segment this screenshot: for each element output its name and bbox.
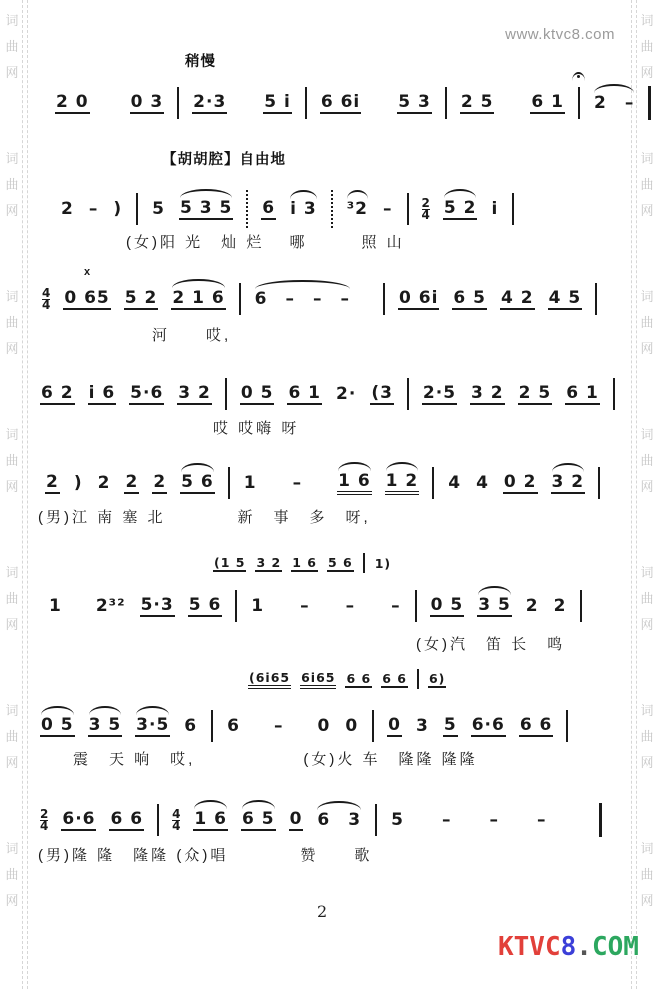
music-line-5 [45, 467, 600, 499]
note-group: 5 [152, 199, 165, 219]
time-signature-denominator: 4 [172, 818, 181, 833]
watermark-char: 词 [5, 565, 19, 580]
watermark-char: 网 [5, 479, 19, 494]
watermark-char: 词 [640, 703, 654, 718]
note-group: 6 6 [110, 809, 144, 829]
note-group: 1 6 [194, 809, 227, 829]
barline [375, 804, 377, 836]
barline [383, 283, 385, 315]
watermark-char: 词 [640, 427, 654, 442]
watermark-char: 词 [640, 151, 654, 166]
note-group: 5 [391, 810, 404, 830]
note-group: – [345, 596, 356, 616]
barline [417, 669, 419, 689]
watermark-char: 曲 [640, 39, 654, 54]
watermark-char: 词 [5, 289, 19, 304]
note-group: 0 3 [130, 92, 164, 112]
watermark-char: 网 [5, 203, 19, 218]
barline [566, 710, 568, 742]
barline [305, 87, 307, 119]
watermark-char: 词 [5, 13, 19, 28]
note-group: 4 [448, 473, 462, 493]
note-group: 4 5 [548, 288, 582, 308]
note-group: 5·6 [130, 383, 164, 403]
barline [407, 193, 409, 225]
note-group: 6 6 [519, 715, 553, 735]
left-dashed-rule [22, 0, 28, 989]
watermark-char: 词 [640, 289, 654, 304]
barline [407, 378, 409, 410]
note-group: 4 2 [501, 288, 534, 308]
note-group: 2 1 6 [172, 288, 225, 308]
note-group: 6 5 [453, 288, 486, 308]
lyrics-line-3: 哎 哎嗨 呀 [213, 420, 300, 437]
right-watermark-column [638, 0, 656, 989]
barline [445, 87, 447, 119]
barline [598, 467, 600, 499]
note-group: 5 i [264, 92, 291, 112]
note-group: 5 6 [327, 554, 353, 570]
note-group: 6 5 [242, 809, 275, 829]
note-group: 5 3 [398, 92, 431, 112]
note-group: – [536, 810, 547, 830]
annotation-line-2 [248, 669, 446, 689]
barline [648, 86, 651, 120]
time-signature [421, 195, 430, 222]
music-line-3 [42, 283, 597, 315]
watermark-char: 曲 [5, 177, 19, 192]
note-group: – [441, 810, 452, 830]
page-number: 2 [317, 902, 328, 921]
note-group: 5 3 5 [179, 198, 233, 218]
note-group: (6i65 [248, 670, 291, 689]
note-group: 2 5 [460, 92, 494, 112]
note-group: ³2 [346, 199, 368, 219]
note-group: 3 5 [478, 595, 511, 615]
section-label: 【胡胡腔】自由地 [162, 152, 286, 168]
watermark-char: 曲 [640, 315, 654, 330]
note-group: 1 [243, 473, 257, 493]
note-group: 6·6 [62, 809, 96, 829]
music-line-4 [40, 378, 615, 410]
note-group: 2·3 [193, 92, 227, 112]
note-group: 6 2 [41, 383, 74, 403]
watermark-char: 词 [640, 565, 654, 580]
note-group: 2 [553, 596, 567, 616]
barline [613, 378, 615, 410]
barline [331, 190, 333, 228]
note-group: 5 6 [181, 472, 214, 492]
barline [228, 467, 230, 499]
barline [246, 190, 248, 228]
music-line-7 [40, 710, 568, 742]
time-signature [40, 806, 49, 833]
note-group: 2 [153, 472, 167, 492]
logo-part-com: COM [591, 932, 639, 962]
note-group: 6 3 [317, 810, 362, 830]
note-group: 2 [525, 596, 539, 616]
note-group: 5 2 [443, 198, 477, 218]
note-group: 2·5 [422, 383, 457, 403]
watermark-char: 曲 [5, 39, 19, 54]
note-group: 5·3 [140, 595, 174, 615]
note-group: – [292, 473, 303, 493]
watermark-char: 网 [5, 617, 19, 632]
note-group: i 6 [88, 383, 116, 403]
note-group: 6 [184, 716, 198, 736]
note-group: 6·6 [471, 715, 505, 735]
note-group: 2 [97, 473, 111, 493]
fermata-icon [572, 72, 585, 81]
note-group: 3 2 [551, 472, 585, 492]
watermark-char: 网 [5, 893, 19, 908]
note-group: ) [73, 473, 83, 493]
time-signature-numerator: 4 [42, 285, 51, 300]
watermark-char: 网 [640, 203, 654, 218]
annotation-line-1 [213, 553, 392, 573]
barline [512, 193, 514, 225]
logo-part-dot: . [576, 932, 592, 962]
lyrics-line-5: (女)汽 笛 长 鸣 [416, 636, 566, 653]
note-group: – [300, 596, 310, 616]
note-group: 2 [61, 199, 74, 219]
barline [599, 803, 602, 837]
note-group: 6 [227, 716, 240, 736]
watermark-char: 词 [5, 841, 19, 856]
note-group: 6 1 [531, 92, 564, 112]
watermark-char: 网 [640, 893, 654, 908]
watermark-char: 词 [640, 841, 654, 856]
left-watermark-column [3, 0, 21, 989]
lyrics-line-1: (女)阳 光 灿 烂 哪 照 山 [126, 234, 405, 251]
note-group: 6 1 [566, 383, 599, 403]
time-signature [172, 806, 181, 833]
note-group: i 3 [290, 199, 317, 219]
note-group: 0 [345, 716, 359, 736]
music-line-1 [55, 86, 651, 120]
note-group: 0 6i [399, 288, 439, 308]
lyrics-line-2: 河 哎, [152, 327, 232, 344]
watermark-char: 网 [5, 65, 19, 80]
watermark-char: 网 [640, 341, 654, 356]
note-group: 0 5 [430, 595, 464, 615]
barline [136, 193, 138, 225]
music-line-2 [60, 190, 514, 228]
watermark-char: 网 [640, 65, 654, 80]
note-group: 3·5 [136, 715, 170, 735]
note-group: 6 – – – [254, 289, 351, 309]
lyrics-line-7: (男)隆 隆 隆隆 (众)唱 赞 歌 [38, 847, 373, 864]
barline [157, 804, 159, 836]
watermark-char: 曲 [640, 177, 654, 192]
note-group: 6 6 [382, 670, 407, 686]
note-group: 3 2 [256, 554, 282, 570]
barline [211, 710, 213, 742]
note-group: 6 6i [320, 92, 361, 112]
barline [225, 378, 227, 410]
grace-marker: x [84, 266, 91, 278]
music-line-8 [40, 803, 602, 837]
note-group: 3 5 [88, 715, 122, 735]
note-group: 0 [317, 716, 331, 736]
note-group: 6 6 [346, 670, 372, 686]
note-group: 3 2 [178, 383, 211, 403]
barline [177, 87, 179, 119]
note-group: ) [113, 199, 123, 219]
right-dashed-rule [631, 0, 637, 989]
watermark-char: 曲 [640, 867, 654, 882]
time-signature-denominator: 4 [421, 207, 430, 222]
note-group: – [273, 716, 284, 736]
note-group: (3 [371, 383, 393, 403]
note-group: 5 [443, 715, 457, 735]
note-group: 1 2 [385, 471, 420, 495]
note-group: 0 65 [64, 288, 110, 308]
note-group: 4 [476, 473, 489, 493]
note-group: 2 – [594, 93, 635, 113]
note-group: – [489, 810, 499, 830]
watermark-char: 曲 [5, 315, 19, 330]
time-signature-denominator: 4 [42, 297, 51, 312]
note-group: 0 2 [503, 472, 537, 492]
watermark-char: 网 [5, 755, 19, 770]
barline [372, 710, 374, 742]
site-logo[interactable] [498, 932, 639, 962]
note-group: 3 [416, 716, 429, 736]
time-signature-denominator: 4 [40, 818, 49, 833]
note-group: 1 [49, 596, 62, 616]
note-group: i [491, 199, 499, 219]
note-group: 2 5 [518, 383, 552, 403]
barline [363, 553, 365, 573]
watermark-char: 网 [640, 755, 654, 770]
note-group: 0 5 [240, 383, 274, 403]
lyrics-line-6: 震 天 响 哎, (女)火 车 隆隆 隆隆 [73, 751, 478, 768]
note-group: 1 6 [337, 471, 372, 495]
note-group: 1 [251, 596, 265, 616]
note-group: 3 2 [471, 383, 504, 403]
lyrics-line-4: (男)江 南 塞 北 新 事 多 呀, [38, 509, 371, 526]
note-group: 2 [46, 472, 59, 492]
note-group: 0 [289, 809, 303, 829]
note-group: 6 [262, 198, 276, 218]
watermark-char: 词 [5, 151, 19, 166]
logo-part-8: 8 [560, 932, 577, 962]
note-group: – [88, 199, 99, 219]
note-group: 1) [374, 555, 392, 571]
watermark-char: 曲 [5, 453, 19, 468]
time-signature-numerator: 4 [172, 806, 181, 821]
logo-part-ktvc: KTVC [498, 932, 561, 962]
barline [580, 590, 582, 622]
note-group: 2· [336, 384, 357, 404]
watermark-char: 曲 [5, 591, 19, 606]
barline [595, 283, 597, 315]
watermark-char: 网 [640, 617, 654, 632]
watermark-char: 曲 [5, 729, 19, 744]
barline [415, 590, 417, 622]
watermark-char: 词 [5, 703, 19, 718]
site-url[interactable]: www.ktvc8.com [505, 26, 615, 43]
barline [578, 87, 580, 119]
note-group: – [391, 596, 401, 616]
watermark-char: 曲 [640, 591, 654, 606]
note-group: 2 0 [56, 92, 89, 112]
note-group: 1 6 [292, 554, 317, 570]
watermark-char: 曲 [640, 729, 654, 744]
watermark-char: 网 [640, 479, 654, 494]
note-group: 5 6 [188, 595, 222, 615]
note-group: 6) [428, 670, 446, 686]
watermark-char: 曲 [5, 867, 19, 882]
time-signature-numerator: 2 [40, 806, 49, 821]
note-group: 5 2 [124, 288, 158, 308]
note-group: 0 [388, 715, 401, 735]
barline [235, 590, 237, 622]
note-group: 6 1 [288, 383, 322, 403]
watermark-char: 词 [5, 427, 19, 442]
note-group: 0 5 [41, 715, 74, 735]
barline [432, 467, 434, 499]
time-signature-numerator: 2 [421, 195, 430, 210]
time-signature [42, 285, 51, 312]
note-group: 6i65 [300, 670, 336, 689]
music-line-6 [48, 590, 582, 622]
note-group: 2³² [95, 596, 126, 616]
note-group: (1 5 [214, 554, 246, 570]
watermark-char: 词 [640, 13, 654, 28]
barline [239, 283, 241, 315]
watermark-char: 网 [5, 341, 19, 356]
watermark-char: 曲 [640, 453, 654, 468]
note-group: – [383, 199, 393, 219]
tempo-marking: 稍慢 [185, 54, 216, 70]
note-group: 2 [125, 472, 139, 492]
